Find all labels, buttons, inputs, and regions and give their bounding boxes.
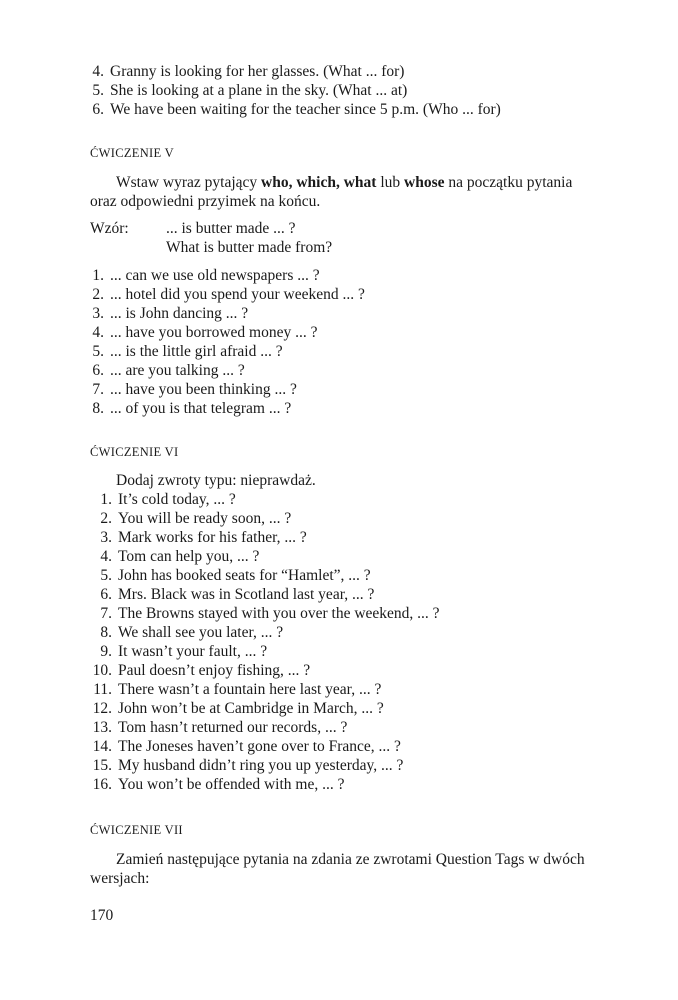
item-text: You won’t be offended with me, ... ?: [118, 776, 345, 793]
list-item: [90, 343, 283, 361]
list-item: [90, 776, 344, 794]
item-number: 7.: [92, 381, 104, 398]
item-number: 15.: [92, 757, 112, 774]
list-item: [90, 82, 407, 100]
item-text: We have been waiting for the teacher since 5 p.m. (Who ... for): [110, 101, 501, 118]
instruction-line: [116, 174, 572, 192]
instruction-text: Wstaw wyraz pytający: [116, 174, 262, 191]
item-number: 4.: [100, 548, 112, 565]
item-text: It’s cold today, ... ?: [118, 491, 236, 508]
instruction-line: oraz odpowiedni przyimek na końcu.: [90, 193, 321, 210]
item-text: The Joneses haven’t gone over to France, ... ?: [118, 738, 401, 755]
instruction-text: lub: [376, 174, 405, 191]
exercise-heading: ĆWICZENIE V: [90, 146, 174, 160]
item-number: 5.: [100, 567, 112, 584]
list-item: [90, 491, 236, 509]
item-number: 16.: [92, 776, 112, 793]
item-number: 8.: [92, 400, 104, 417]
list-item: [90, 400, 291, 418]
item-number: 3.: [100, 529, 112, 546]
item-text: My husband didn’t ring you up yesterday, ... ?: [118, 757, 404, 774]
item-text: Mrs. Black was in Scotland last year, ... ?: [118, 586, 375, 603]
item-text: John has booked seats for “Hamlet”, ... ?: [118, 567, 371, 584]
item-number: 14.: [92, 738, 112, 755]
item-text: She is looking at a plane in the sky. (What ... at): [110, 82, 408, 99]
item-number: 4.: [92, 324, 104, 341]
item-text: ... have you been thinking ... ?: [110, 381, 297, 398]
list-item: [90, 286, 365, 304]
list-item: [90, 567, 371, 585]
list-item: [90, 63, 404, 81]
item-text: ... can we use old newspapers ... ?: [110, 267, 320, 284]
item-number: 6.: [92, 101, 104, 118]
example-line: ... is butter made ... ?: [166, 220, 296, 237]
list-item: [90, 305, 248, 323]
item-text: You will be ready soon, ... ?: [118, 510, 292, 527]
item-number: 6.: [92, 362, 104, 379]
item-number: 11.: [93, 681, 112, 698]
item-text: The Browns stayed with you over the weekend, ... ?: [118, 605, 440, 622]
item-number: 5.: [92, 343, 104, 360]
item-text: ... hotel did you spend your weekend ... ?: [110, 286, 365, 303]
item-text: ... of you is that telegram ... ?: [110, 400, 292, 417]
item-number: 5.: [92, 82, 104, 99]
instruction-bold: who, which, what: [261, 174, 377, 191]
list-item: [90, 605, 440, 623]
item-text: Granny is looking for her glasses. (What ... for): [110, 63, 405, 80]
list-item: [90, 681, 381, 699]
page-number: 170: [90, 907, 114, 924]
list-item: [90, 362, 245, 380]
item-text: Mark works for his father, ... ?: [118, 529, 307, 546]
item-text: ... have you borrowed money ... ?: [110, 324, 318, 341]
instruction-bold: whose: [404, 174, 445, 191]
item-number: 7.: [100, 605, 112, 622]
item-number: 1.: [100, 491, 112, 508]
item-number: 3.: [92, 305, 104, 322]
item-number: 1.: [92, 267, 104, 284]
item-text: Paul doesn’t enjoy fishing, ... ?: [118, 662, 311, 679]
list-item: [90, 510, 291, 528]
item-text: Tom hasn’t returned our records, ... ?: [118, 719, 348, 736]
list-item: [90, 548, 259, 566]
example-label: Wzór:: [90, 220, 129, 237]
item-number: 13.: [92, 719, 112, 736]
instruction-line: Zamień następujące pytania na zdania ze zwrotami Question Tags w dwóch: [116, 851, 585, 868]
list-item: [90, 101, 501, 119]
list-item: [90, 700, 384, 718]
item-number: 2.: [100, 510, 112, 527]
list-item: [90, 624, 283, 642]
list-item: [90, 381, 297, 399]
list-item: [90, 586, 374, 604]
item-text: ... is the little girl afraid ... ?: [110, 343, 283, 360]
list-item: [90, 757, 403, 775]
example-line: What is butter made from?: [166, 239, 333, 256]
list-item: [90, 738, 401, 756]
list-item: [90, 529, 307, 547]
item-number: 12.: [92, 700, 112, 717]
item-text: It wasn’t your fault, ... ?: [118, 643, 268, 660]
item-text: There wasn’t a fountain here last year, ... ?: [118, 681, 382, 698]
item-number: 6.: [100, 586, 112, 603]
instruction-text: na początku pytania: [444, 174, 573, 191]
item-text: ... is John dancing ... ?: [110, 305, 249, 322]
item-text: Tom can help you, ... ?: [118, 548, 260, 565]
item-number: 9.: [100, 643, 112, 660]
list-item: [90, 643, 267, 661]
item-text: John won’t be at Cambridge in March, ... ?: [118, 700, 384, 717]
item-text: ... are you talking ... ?: [110, 362, 245, 379]
item-number: 2.: [92, 286, 104, 303]
list-item: [90, 662, 310, 680]
exercise-heading: ĆWICZENIE VII: [90, 823, 183, 837]
item-number: 4.: [92, 63, 104, 80]
item-number: 10.: [92, 662, 112, 679]
instruction-line: Dodaj zwroty typu: nieprawdaż.: [116, 472, 316, 489]
list-item: [90, 324, 317, 342]
item-number: 8.: [100, 624, 112, 641]
item-text: We shall see you later, ... ?: [118, 624, 284, 641]
exercise-heading: ĆWICZENIE VI: [90, 445, 179, 459]
instruction-line: wersjach:: [90, 870, 150, 887]
list-item: [90, 719, 347, 737]
list-item: [90, 267, 320, 285]
